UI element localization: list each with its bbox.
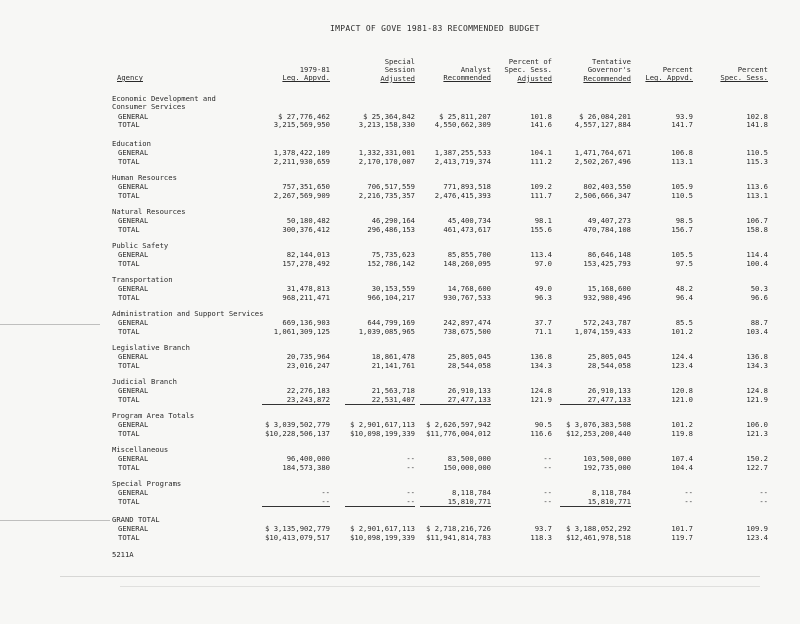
table-cell: -- [684,496,693,506]
table-cell: 102.8 [746,111,768,121]
table-cell: 2,476,415,393 [434,190,491,200]
table-cell: 470,784,108 [583,224,631,234]
column-header-agency: Agency [117,73,143,82]
table-cell: 148,260,095 [443,258,491,268]
table-row [0,191,800,200]
total-underline [560,506,631,507]
table-cell: 105.9 [671,182,693,192]
table-cell: 50.3 [750,284,768,294]
table-cell: 26,910,133 [447,386,491,396]
table-cell: 22,276,183 [286,386,330,396]
total-underline [345,506,415,507]
table-cell: $ 2,626,597,942 [426,420,491,430]
table-cell: 157,278,492 [282,258,330,268]
agency-group-name: Human Resources [112,173,177,182]
table-cell: $ 3,039,502,779 [265,420,330,430]
table-cell: 104.1 [530,148,552,158]
header-line: Adjusted [517,73,552,83]
table-cell: 757,351,650 [282,182,330,192]
row-label: GENERAL [118,386,149,396]
table-cell: 2,502,267,496 [574,156,631,166]
table-cell: $12,253,200,440 [566,428,631,438]
table-row [0,120,800,129]
table-cell: 966,104,217 [367,292,415,302]
table-cell: 85,855,700 [447,250,491,260]
table-cell: 113.4 [530,250,552,260]
header-line: Tentative [592,57,631,66]
table-cell: 106.7 [746,216,768,226]
table-cell: 1,387,255,533 [434,148,491,158]
table-cell: 119.7 [671,532,693,542]
table-cell: 2,267,569,909 [273,190,330,200]
table-cell: 96,400,000 [286,454,330,464]
table-cell: 134.3 [746,360,768,370]
column-header-percent-spec [720,66,768,83]
total-underline [262,506,330,507]
table-cell: 184,573,380 [282,462,330,472]
table-cell: 121.9 [746,394,768,404]
table-cell: 4,557,127,884 [574,120,631,130]
row-label: GENERAL [118,148,149,158]
table-cell: 706,517,559 [367,182,415,192]
table-cell: 3,213,158,330 [358,120,415,130]
table-cell: 22,531,407 [371,394,415,404]
row-label: TOTAL [118,496,140,506]
table-cell: 50,180,482 [286,216,330,226]
row-label: TOTAL [118,258,140,268]
table-cell: 48.2 [675,284,693,294]
table-cell: -- [759,496,768,506]
scan-artifact [120,586,760,587]
table-cell: 103,500,000 [583,454,631,464]
table-cell: 968,211,471 [282,292,330,302]
table-cell: 461,473,617 [443,224,491,234]
row-label: GENERAL [118,352,149,362]
table-cell: 113.1 [671,156,693,166]
table-cell: 122.7 [746,462,768,472]
table-cell: 30,153,559 [371,284,415,294]
agency-group-name: Consumer Services [112,102,186,112]
table-cell: -- [759,488,768,498]
table-cell: 111.7 [530,190,552,200]
table-cell: 121.0 [671,394,693,404]
row-label: GENERAL [118,182,149,192]
table-cell: 18,861,478 [371,352,415,362]
scan-artifact [0,324,100,325]
table-cell: 136.8 [530,352,552,362]
table-cell: 28,544,058 [447,360,491,370]
table-cell: 23,016,247 [286,360,330,370]
column-header-percent-leg [645,66,693,83]
total-underline [420,404,491,405]
table-cell: 116.6 [530,428,552,438]
column-header-governor [583,58,631,83]
row-label: GENERAL [118,111,149,121]
table-cell: $10,413,079,517 [265,532,330,542]
table-cell: 71.1 [534,326,552,336]
table-cell: 20,735,964 [286,352,330,362]
column-header-leg-appvd [282,66,330,83]
agency-group-name: GRAND TOTAL [112,515,160,524]
document-title: IMPACT OF GOVE 1981-83 RECOMMENDED BUDGET [330,24,540,33]
table-cell: 101.7 [671,524,693,534]
table-row [0,361,800,370]
table-cell: 123.4 [671,360,693,370]
table-cell: 1,378,422,109 [273,148,330,158]
table-cell: $11,776,004,012 [426,428,491,438]
row-label: TOTAL [118,462,140,472]
table-cell: 644,799,169 [367,318,415,328]
table-cell: 123.4 [746,532,768,542]
row-label: TOTAL [118,532,140,542]
table-cell: $ 2,718,216,726 [426,524,491,534]
table-cell: 150.2 [746,454,768,464]
total-underline [420,506,491,507]
table-cell: 738,675,500 [443,326,491,336]
header-line: Governor's [587,65,631,75]
table-cell: 124.8 [530,386,552,396]
header-line: Spec. Sess. [504,65,552,75]
table-cell: -- [321,496,330,506]
table-cell: 98.1 [534,216,552,226]
row-label: GENERAL [118,318,149,328]
table-cell: $ 25,364,842 [363,111,415,121]
table-cell: 104.4 [671,462,693,472]
header-line: Session [384,65,415,75]
table-cell: 15,168,600 [587,284,631,294]
agency-group-name: Miscellaneous [112,445,169,454]
table-cell: 113.1 [746,190,768,200]
table-cell: 152,786,142 [367,258,415,268]
table-cell: $ 2,901,617,113 [350,420,415,430]
header-line: Special [384,57,415,66]
table-cell: 28,544,058 [587,360,631,370]
row-label: GENERAL [118,250,149,260]
table-cell: 83,500,000 [447,454,491,464]
table-row [0,463,800,472]
table-cell: 96.6 [750,292,768,302]
table-cell: 572,243,787 [583,318,631,328]
header-line: Percent [662,65,693,74]
table-cell: 25,805,045 [447,352,491,362]
table-row [0,497,800,506]
table-row [0,429,800,438]
row-label: GENERAL [118,420,149,430]
table-cell: 141.8 [746,120,768,130]
table-cell: 124.4 [671,352,693,362]
table-cell: 8,118,784 [452,488,491,498]
table-cell: 23,243,872 [286,394,330,404]
table-cell: 155.6 [530,224,552,234]
table-cell: 296,486,153 [367,224,415,234]
row-label: TOTAL [118,360,140,370]
table-cell: 119.8 [671,428,693,438]
table-cell: 3,215,569,950 [273,120,330,130]
table-row [0,225,800,234]
table-row [0,157,800,166]
table-cell: $ 27,776,462 [278,111,330,121]
table-cell: 15,810,771 [587,496,631,506]
table-cell: 242,897,474 [443,318,491,328]
row-label: GENERAL [118,454,149,464]
table-cell: 100.4 [746,258,768,268]
table-cell: -- [543,454,552,464]
table-cell: 25,805,045 [587,352,631,362]
table-cell: 1,332,331,001 [358,148,415,158]
column-header-special-session [380,58,415,83]
header-line: Leg. Appvd. [645,73,693,83]
agency-group-name: Economic Development and [112,94,216,103]
table-cell: 2,506,666,347 [574,190,631,200]
total-underline [262,404,330,405]
table-cell: 300,376,412 [282,224,330,234]
column-header-percent-spec-sess [504,58,552,83]
table-cell: 120.8 [671,386,693,396]
table-cell: 111.2 [530,156,552,166]
agency-group-name: Program Area Totals [112,411,195,420]
table-cell: 88.7 [750,318,768,328]
row-label: TOTAL [118,224,140,234]
table-cell: 105.5 [671,250,693,260]
table-cell: 2,216,735,357 [358,190,415,200]
table-cell: 98.5 [675,216,693,226]
row-label: TOTAL [118,190,140,200]
table-cell: 136.8 [746,352,768,362]
scan-artifact [0,520,110,521]
table-cell: 153,425,793 [583,258,631,268]
table-cell: 669,136,903 [282,318,330,328]
header-line: Spec. Sess. [720,73,768,83]
table-cell: 106.8 [671,148,693,158]
table-cell: 75,735,623 [371,250,415,260]
table-cell: 121.3 [746,428,768,438]
table-cell: 27,477,133 [447,394,491,404]
table-cell: 110.5 [671,190,693,200]
agency-group-name: Legislative Branch [112,343,190,352]
table-cell: 97.0 [534,258,552,268]
table-cell: 109.9 [746,524,768,534]
table-row [0,293,800,302]
table-cell: 114.4 [746,250,768,260]
row-label: GENERAL [118,216,149,226]
scan-artifact [60,576,760,577]
table-cell: 141.7 [671,120,693,130]
table-cell: 45,400,734 [447,216,491,226]
table-cell: 771,893,518 [443,182,491,192]
total-underline [560,404,631,405]
header-line: Adjusted [380,73,415,83]
row-label: TOTAL [118,428,140,438]
table-cell: 96.4 [675,292,693,302]
column-header-analyst [443,66,491,83]
table-cell: 802,403,550 [583,182,631,192]
header-line: Percent [737,65,768,74]
table-cell: -- [543,496,552,506]
table-cell: 96.3 [534,292,552,302]
table-cell: 21,141,761 [371,360,415,370]
table-cell: 49.0 [534,284,552,294]
table-cell: $ 3,076,383,508 [566,420,631,430]
total-underline [345,404,415,405]
table-cell: $ 3,188,052,292 [566,524,631,534]
table-cell: 118.3 [530,532,552,542]
agency-group-name: Special Programs [112,479,182,488]
table-cell: 15,810,771 [447,496,491,506]
table-cell: 101.2 [671,420,693,430]
table-cell: 49,407,273 [587,216,631,226]
table-cell: 115.3 [746,156,768,166]
header-line: Analyst [460,65,491,74]
table-cell: -- [543,462,552,472]
table-cell: 2,170,170,007 [358,156,415,166]
table-cell: 93.9 [675,111,693,121]
table-cell: 150,000,000 [443,462,491,472]
row-label: GENERAL [118,284,149,294]
table-cell: 27,477,133 [587,394,631,404]
agency-group-name: Public Safety [112,241,169,250]
table-cell: 93.7 [534,524,552,534]
table-cell: $10,228,506,137 [265,428,330,438]
table-cell: 37.7 [534,318,552,328]
table-cell: -- [406,496,415,506]
table-cell: 86,646,148 [587,250,631,260]
table-cell: 2,413,719,374 [434,156,491,166]
table-cell: 31,478,813 [286,284,330,294]
table-cell: $ 25,811,207 [439,111,491,121]
table-cell: 14,768,600 [447,284,491,294]
table-cell: 107.4 [671,454,693,464]
table-cell: 158.8 [746,224,768,234]
table-cell: 46,290,164 [371,216,415,226]
agency-group-name: Transportation [112,275,173,284]
table-cell: 4,550,662,309 [434,120,491,130]
table-cell: -- [406,488,415,498]
row-label: TOTAL [118,394,140,404]
table-cell: 156.7 [671,224,693,234]
header-line: Percent of [508,57,552,66]
table-cell: 97.5 [675,258,693,268]
table-cell: $ 26,084,201 [579,111,631,121]
table-cell: 8,118,784 [592,488,631,498]
table-row [0,327,800,336]
table-cell: 124.8 [746,386,768,396]
table-cell: 101.2 [671,326,693,336]
table-cell: 26,910,133 [587,386,631,396]
table-cell: 101.8 [530,111,552,121]
table-cell: 121.9 [530,394,552,404]
table-cell: 110.5 [746,148,768,158]
table-cell: $11,941,814,783 [426,532,491,542]
table-cell: 109.2 [530,182,552,192]
header-line: Leg. Appvd. [282,73,330,83]
table-cell: -- [406,454,415,464]
table-cell: 82,144,013 [286,250,330,260]
table-cell: 1,074,159,433 [574,326,631,336]
row-label: TOTAL [118,120,140,130]
table-cell: 192,735,000 [583,462,631,472]
agency-group-name: Education [112,139,151,148]
header-line: 1979-81 [299,65,330,74]
row-label: GENERAL [118,524,149,534]
table-row [0,259,800,268]
row-label: TOTAL [118,326,140,336]
table-cell: 2,211,930,659 [273,156,330,166]
row-label: TOTAL [118,292,140,302]
table-cell: 21,563,718 [371,386,415,396]
table-cell: 90.5 [534,420,552,430]
table-cell: 1,471,764,671 [574,148,631,158]
table-cell: 134.3 [530,360,552,370]
row-label: TOTAL [118,156,140,166]
table-cell: 932,980,496 [583,292,631,302]
agency-group-name: Administration and Support Services [112,309,264,318]
table-cell: $10,098,199,339 [350,428,415,438]
table-cell: 141.6 [530,120,552,130]
table-cell: 85.5 [675,318,693,328]
document-id: 5211A [112,550,134,559]
row-label: GENERAL [118,488,149,498]
table-cell: $ 2,901,617,113 [350,524,415,534]
agency-group-name: Judicial Branch [112,377,177,386]
header-line: Recommended [583,73,631,83]
agency-group-name: Natural Resources [112,207,186,216]
table-cell: $ 3,135,902,779 [265,524,330,534]
table-cell: 103.4 [746,326,768,336]
table-cell: $10,098,199,339 [350,532,415,542]
table-cell: -- [321,488,330,498]
table-cell: -- [406,462,415,472]
table-cell: 113.6 [746,182,768,192]
table-row [0,395,800,404]
table-cell: 106.0 [746,420,768,430]
table-cell: 930,767,533 [443,292,491,302]
header-line: Recommended [443,73,491,83]
table-cell: 1,061,309,125 [273,326,330,336]
table-cell: -- [543,488,552,498]
table-row [0,533,800,542]
table-cell: 1,039,085,965 [358,326,415,336]
table-cell: $12,461,978,518 [566,532,631,542]
table-cell: -- [684,488,693,498]
